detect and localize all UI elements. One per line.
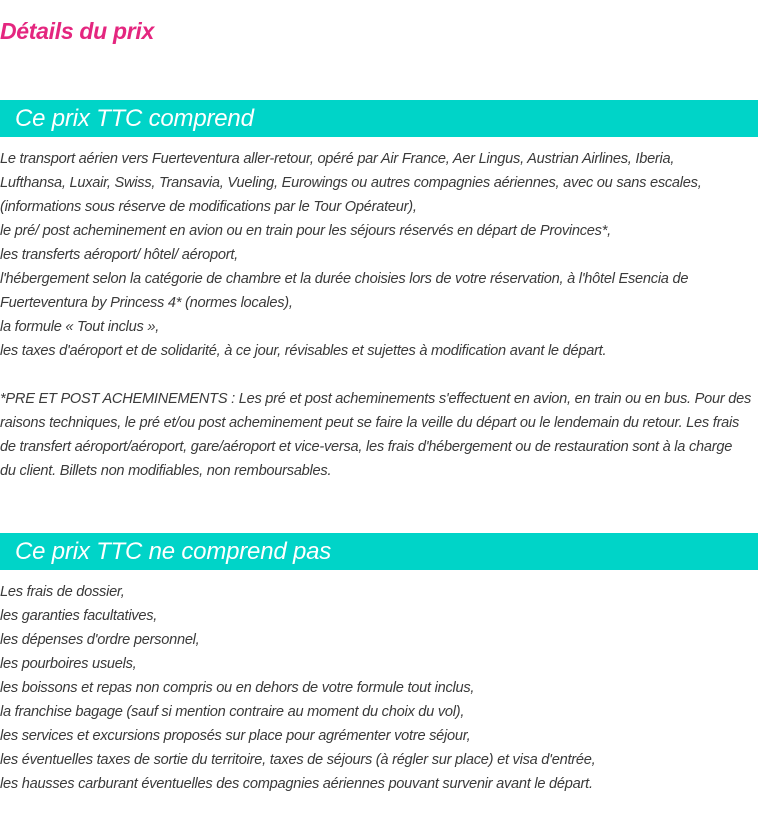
includes-list bbox=[0, 147, 758, 363]
excludes-line: la franchise bagage (sauf si mention contraire au moment du choix du vol), bbox=[0, 704, 465, 720]
includes-line: l'hébergement selon la catégorie de chambre et la durée choisies lors de votre réservation, à l'hôtel Esencia de bbox=[0, 271, 689, 287]
excludes-line: les hausses carburant éventuelles des compagnies aériennes pouvant survenir avant le départ. bbox=[0, 776, 593, 792]
includes-line: Fuerteventura by Princess 4* (normes locales), bbox=[0, 295, 293, 311]
includes-line: les taxes d'aéroport et de solidarité, à ce jour, révisables et sujettes à modification avant le départ. bbox=[0, 343, 607, 359]
excludes-section-header: Ce prix TTC ne comprend pas bbox=[0, 533, 758, 570]
note-line: *PRE ET POST ACHEMINEMENTS : Les pré et post acheminements s'effectuent en avion, en train ou en bus. Pour des bbox=[0, 391, 752, 407]
excludes-line: les éventuelles taxes de sortie du territoire, taxes de séjours (à régler sur place) et visa d'entrée, bbox=[0, 752, 596, 768]
note-line: de transfert aéroport/aéroport, gare/aéroport et vice-versa, les frais d'hébergement ou de restauration sont à la charge bbox=[0, 439, 733, 455]
excludes-list bbox=[0, 580, 758, 796]
excludes-line: les services et excursions proposés sur place pour agrémenter votre séjour, bbox=[0, 728, 471, 744]
excludes-line: les dépenses d'ordre personnel, bbox=[0, 632, 200, 648]
includes-line: la formule « Tout inclus », bbox=[0, 319, 160, 335]
includes-line: les transferts aéroport/ hôtel/ aéroport, bbox=[0, 247, 238, 263]
excludes-line: les garanties facultatives, bbox=[0, 608, 158, 624]
page-title: Détails du prix bbox=[0, 18, 154, 44]
acheminement-note bbox=[0, 387, 758, 483]
note-line: du client. Billets non modifiables, non remboursables. bbox=[0, 463, 332, 479]
includes-section-header: Ce prix TTC comprend bbox=[0, 100, 758, 137]
includes-line: Le transport aérien vers Fuerteventura aller-retour, opéré par Air France, Aer Lingus, Austrian Airlines, Iberia, bbox=[0, 151, 675, 167]
excludes-line: Les frais de dossier, bbox=[0, 584, 125, 600]
includes-line: Lufthansa, Luxair, Swiss, Transavia, Vueling, Eurowings ou autres compagnies aériennes, avec ou sans escales, bbox=[0, 175, 702, 191]
includes-line: le pré/ post acheminement en avion ou en train pour les séjours réservés en départ de Provinces*, bbox=[0, 223, 611, 239]
note-line: raisons techniques, le pré et/ou post acheminement peut se faire la veille du départ ou le lendemain du retour. Les frais bbox=[0, 415, 740, 431]
excludes-line: les boissons et repas non compris ou en dehors de votre formule tout inclus, bbox=[0, 680, 475, 696]
excludes-line: les pourboires usuels, bbox=[0, 656, 137, 672]
includes-line: (informations sous réserve de modifications par le Tour Opérateur), bbox=[0, 199, 417, 215]
